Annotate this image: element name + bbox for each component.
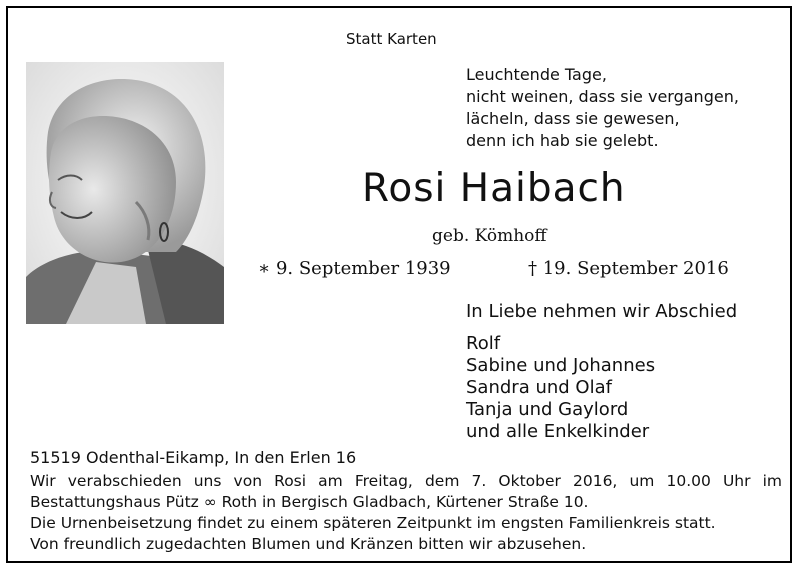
header-text: Statt Karten [346,30,437,48]
portrait-photo [26,62,224,324]
mourner-item: Rolf [466,333,501,354]
address: 51519 Odenthal-Eikamp, In den Erlen 16 [30,448,357,467]
portrait-image [26,62,224,324]
mourner-item: Tanja und Gaylord [466,399,629,420]
mourner-item: und alle Enkelkinder [466,421,650,442]
poem [466,64,739,152]
farewell-text: In Liebe nehmen wir Abschied [466,301,738,322]
poem-line: nicht weinen, dass sie vergangen, [466,87,739,106]
poem-line: lächeln, dass sie gewesen, [466,109,680,128]
notice-line: Die Urnenbeisetzung findet zu einem späteren Zeitpunkt im engsten Familienkreis statt. [30,514,716,532]
notice-line: Wir verabschieden uns von Rosi am Freitag, dem 7. Oktober 2016, um 10.00 Uhr im [30,472,782,490]
obituary-card [6,6,792,563]
deceased-name: Rosi Haibach [362,166,626,211]
birth-date: ∗ 9. September 1939 [258,258,451,279]
mourner-item: Sandra und Olaf [466,377,612,398]
notice-line: Von freundlich zugedachten Blumen und Kränzen bitten wir abzusehen. [30,535,587,553]
maiden-name: geb. Kömhoff [432,226,547,246]
funeral-notice [30,471,782,555]
notice-line: Bestattungshaus Pütz ∞ Roth in Bergisch Gladbach, Kürtener Straße 10. [30,493,589,511]
mourners-list [466,333,655,443]
death-date: † 19. September 2016 [528,258,729,279]
mourner-item: Sabine und Johannes [466,355,656,376]
poem-line: Leuchtende Tage, [466,65,607,84]
poem-line: denn ich hab sie gelebt. [466,131,659,150]
